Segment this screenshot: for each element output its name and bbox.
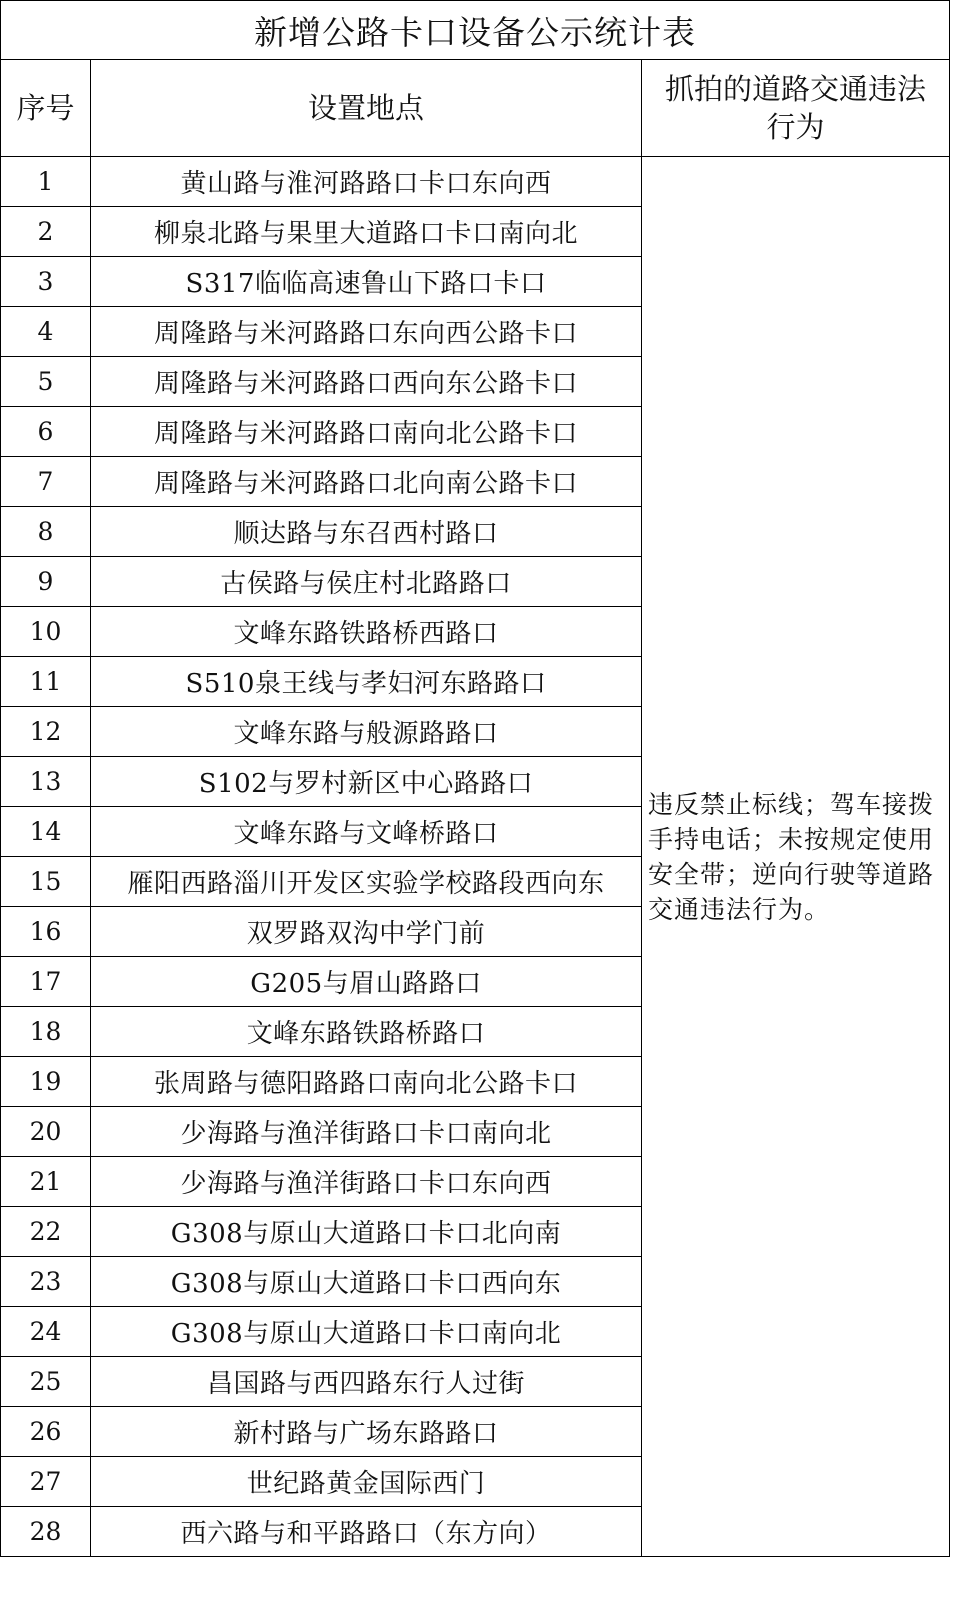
row-index: 21 [1, 1157, 91, 1207]
row-location: G205与眉山路路口 [91, 957, 642, 1007]
row-location: 新村路与广场东路路口 [91, 1407, 642, 1457]
row-location: 文峰东路铁路桥路口 [91, 1007, 642, 1057]
row-index: 20 [1, 1107, 91, 1157]
row-index: 1 [1, 157, 91, 207]
row-location: 周隆路与米河路路口北向南公路卡口 [91, 457, 642, 507]
row-location: 顺达路与东召西村路口 [91, 507, 642, 557]
header-behavior: 抓拍的道路交通违法行为 [642, 60, 950, 157]
row-index: 8 [1, 507, 91, 557]
row-location: 古侯路与侯庄村北路路口 [91, 557, 642, 607]
row-index: 28 [1, 1507, 91, 1557]
row-location: 周隆路与米河路路口东向西公路卡口 [91, 307, 642, 357]
row-index: 26 [1, 1407, 91, 1457]
row-location: G308与原山大道路口卡口西向东 [91, 1257, 642, 1307]
row-index: 17 [1, 957, 91, 1007]
row-index: 24 [1, 1307, 91, 1357]
row-index: 13 [1, 757, 91, 807]
header-index: 序号 [1, 60, 91, 157]
row-location: 柳泉北路与果里大道路口卡口南向北 [91, 207, 642, 257]
row-index: 19 [1, 1057, 91, 1107]
row-location: 西六路与和平路路口（东方向） [91, 1507, 642, 1557]
header-location: 设置地点 [91, 60, 642, 157]
row-index: 5 [1, 357, 91, 407]
row-index: 9 [1, 557, 91, 607]
title-row [1, 1, 950, 60]
row-index: 27 [1, 1457, 91, 1507]
row-index: 16 [1, 907, 91, 957]
row-location: 文峰东路与般源路路口 [91, 707, 642, 757]
row-location: G308与原山大道路口卡口北向南 [91, 1207, 642, 1257]
row-location: 黄山路与淮河路路口卡口东向西 [91, 157, 642, 207]
row-location: 张周路与德阳路路口南向北公路卡口 [91, 1057, 642, 1107]
row-location: 文峰东路与文峰桥路口 [91, 807, 642, 857]
row-index: 2 [1, 207, 91, 257]
row-location: S317临临高速鲁山下路口卡口 [91, 257, 642, 307]
row-index: 18 [1, 1007, 91, 1057]
row-index: 23 [1, 1257, 91, 1307]
row-location: 世纪路黄金国际西门 [91, 1457, 642, 1507]
row-location: G308与原山大道路口卡口南向北 [91, 1307, 642, 1357]
row-location: 周隆路与米河路路口南向北公路卡口 [91, 407, 642, 457]
row-index: 25 [1, 1357, 91, 1407]
row-location: 少海路与渔洋街路口卡口南向北 [91, 1107, 642, 1157]
row-location: 雁阳西路淄川开发区实验学校路段西向东 [91, 857, 642, 907]
row-location: 少海路与渔洋街路口卡口东向西 [91, 1157, 642, 1207]
row-index: 14 [1, 807, 91, 857]
row-location: 昌国路与西四路东行人过街 [91, 1357, 642, 1407]
table-body [1, 1, 950, 1557]
row-index: 7 [1, 457, 91, 507]
behavior-description: 违反禁止标线；驾车接拨手持电话；未按规定使用安全带；逆向行驶等道路交通违法行为。 [642, 157, 950, 1557]
header-row [1, 60, 950, 157]
row-index: 6 [1, 407, 91, 457]
row-index: 10 [1, 607, 91, 657]
row-index: 4 [1, 307, 91, 357]
row-index: 12 [1, 707, 91, 757]
row-index: 22 [1, 1207, 91, 1257]
row-location: S510泉王线与孝妇河东路路口 [91, 657, 642, 707]
row-index: 3 [1, 257, 91, 307]
row-index: 15 [1, 857, 91, 907]
table-title: 新增公路卡口设备公示统计表 [1, 1, 950, 60]
row-location: S102与罗村新区中心路路口 [91, 757, 642, 807]
row-index: 11 [1, 657, 91, 707]
table-row [1, 157, 950, 207]
row-location: 双罗路双沟中学门前 [91, 907, 642, 957]
row-location: 周隆路与米河路路口西向东公路卡口 [91, 357, 642, 407]
row-location: 文峰东路铁路桥西路口 [91, 607, 642, 657]
